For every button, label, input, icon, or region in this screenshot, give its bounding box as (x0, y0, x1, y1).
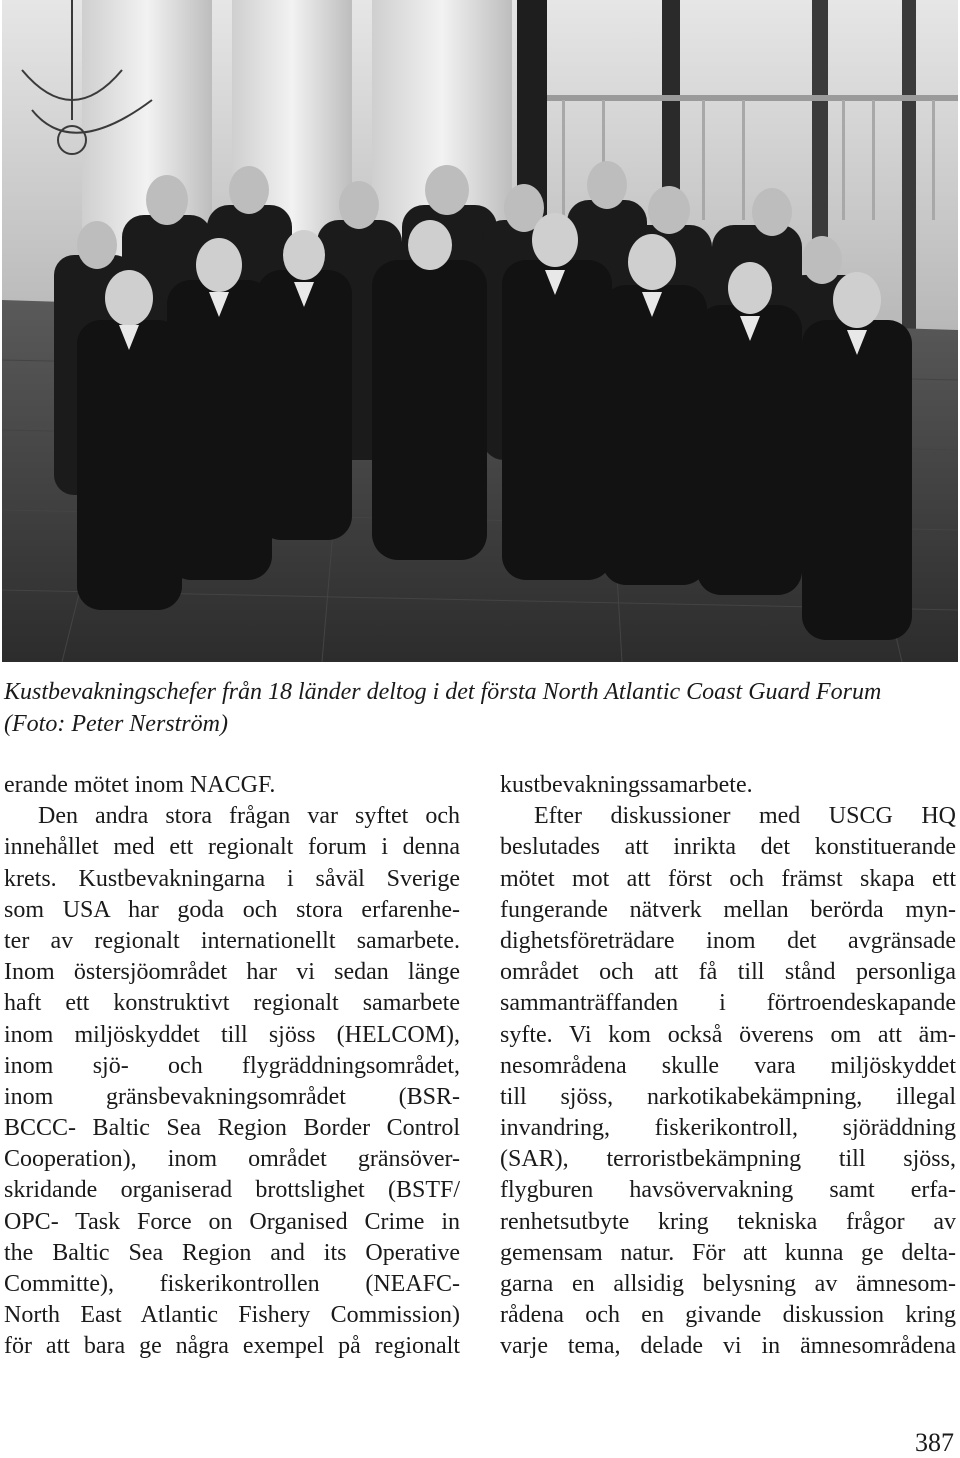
page-number: 387 (915, 1428, 954, 1457)
body-line: krets. Kustbevakningarna i såväl Sverige (4, 865, 460, 892)
body-line: varje tema, delade vi in ämnesområdena (500, 1333, 956, 1360)
body-line: ter av regionalt internationellt samarbete. (4, 927, 460, 954)
body-line: inom miljöskyddet till sjöss (HELCOM), (4, 1021, 460, 1048)
body-line: sammanträffanden i förtroendeskapande (500, 990, 956, 1017)
body-line: Inom östersjöområdet har vi sedan länge (4, 959, 460, 986)
body-line: inom sjö- och flygräddningsområdet, (4, 1052, 460, 1079)
body-line: rådena och en givande diskussion kring (500, 1302, 956, 1329)
body-line: garna en allsidig belysning av ämnesom- (500, 1271, 956, 1297)
body-line: erande mötet inom NACGF. (4, 772, 276, 798)
caption-credit: (Foto: Peter Nerström) (4, 711, 228, 737)
body-line: renhetsutbyte kring tekniska frågor av (500, 1208, 956, 1235)
body-line: the Baltic Sea Region and its Operative (4, 1239, 460, 1266)
body-line: för att bara ge några exempel på regionalt (4, 1333, 460, 1360)
body-line: North East Atlantic Fishery Commission) (4, 1302, 460, 1329)
body-line: dighetsföreträdare inom det avgränsade (500, 927, 956, 954)
body-line: fungerande nätverk mellan berörda myn- (500, 896, 956, 923)
body-line: haft ett konstruktivt regionalt samarbete (4, 990, 460, 1017)
photo-caption (4, 676, 954, 740)
body-line: Committe), fiskerikontrollen (NEAFC- (4, 1271, 460, 1297)
body-line: syfte. Vi kom också överens om att äm- (500, 1021, 956, 1048)
left-column (4, 770, 460, 1363)
body-line: innehållet med ett regionalt forum i denna (4, 834, 460, 861)
body-line: nesområdena skulle vara miljöskyddet (500, 1052, 956, 1079)
group-photo (2, 0, 958, 662)
body-line: mötet mot att först och främst skapa ett (500, 865, 956, 892)
body-line: Cooperation), inom området gränsöver- (4, 1146, 460, 1173)
body-line: BCCC- Baltic Sea Region Border Control (4, 1115, 460, 1142)
body-line: Den andra stora frågan var syftet och (38, 803, 460, 830)
body-line: inom gränsbevakningsområdet (BSR- (4, 1083, 460, 1110)
body-line: Efter diskussioner med USCG HQ (534, 803, 956, 830)
caption-line: Kustbevakningschefer från 18 länder deltog i det första North Atlantic Coast Guard Forum (4, 679, 882, 705)
group-photo-illustration (2, 0, 958, 662)
body-line: OPC- Task Force on Organised Crime in (4, 1208, 460, 1235)
body-line: som USA har goda och stora erfarenhe- (4, 896, 460, 923)
body-line: till sjöss, narkotikabekämpning, illegal (500, 1083, 956, 1110)
right-column (500, 770, 956, 1363)
body-line: flygburen havsövervakning samt erfa- (500, 1177, 956, 1204)
body-line: beslutades att inrikta det konstituerande (500, 834, 956, 861)
body-line: (SAR), terroristbekämpning till sjöss, (500, 1146, 956, 1173)
body-line: kustbevakningssamarbete. (500, 772, 753, 798)
body-line: gemensam natur. För att kunna ge delta- (500, 1239, 956, 1266)
body-line: invandring, fiskerikontroll, sjöräddning (500, 1115, 956, 1142)
body-line: skridande organiserad brottslighet (BSTF/ (4, 1177, 460, 1204)
body-line: området och att få till stånd personliga (500, 959, 956, 986)
